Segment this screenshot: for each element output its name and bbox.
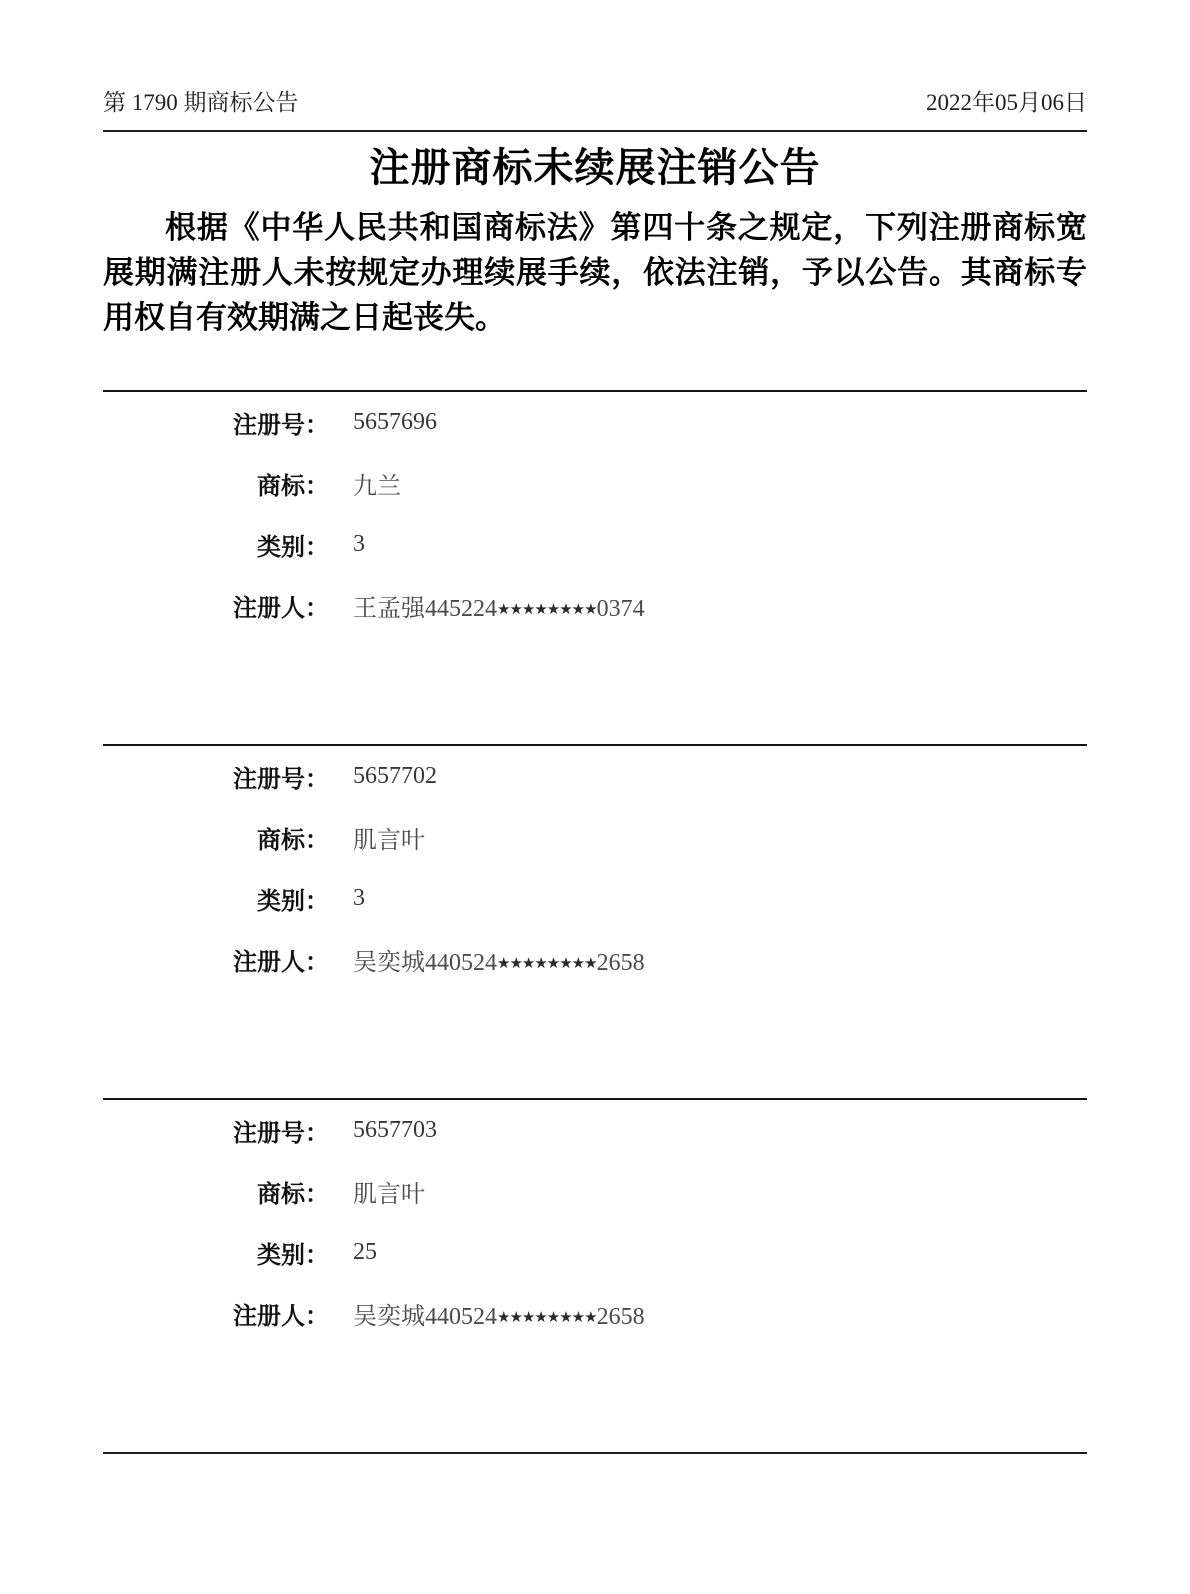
trademark-label: 商标： [257, 473, 329, 500]
reg-no-row [103, 392, 1087, 453]
registrant-suffix: 2658 [596, 1304, 645, 1330]
registrant-row [103, 575, 1087, 636]
reg-no-label: 注册号： [233, 1120, 329, 1147]
trademark-label: 商标： [257, 827, 329, 854]
trademark-value: 肌言叶 [353, 828, 425, 854]
registrant-row [103, 1283, 1087, 1344]
page-content [103, 0, 1087, 1454]
header-row [103, 90, 1087, 116]
trademark-record-1 [103, 390, 1087, 744]
category-label: 类别： [257, 888, 329, 915]
registrant-mask: ★★★★★★★★ [497, 1310, 597, 1326]
registrant-suffix: 0374 [596, 596, 645, 622]
category-value: 3 [353, 885, 365, 911]
trademark-label: 商标： [257, 1181, 329, 1208]
category-row [103, 514, 1087, 575]
registrant-label: 注册人： [233, 595, 329, 622]
registrant-prefix: 吴奕城440524 [353, 1304, 497, 1330]
intro-paragraph: 根据《中华人民共和国商标法》第四十条之规定，下列注册商标宽展期满注册人未按规定办理续展手续，依法注销，予以公告。其商标专用权自有效期满之日起丧失。 [103, 210, 1087, 335]
category-row [103, 868, 1087, 929]
bottom-divider [103, 1452, 1087, 1454]
registrant-label: 注册人： [233, 949, 329, 976]
registrant-mask: ★★★★★★★★ [497, 602, 597, 618]
reg-no-row [103, 746, 1087, 807]
record-list [103, 390, 1087, 1454]
trademark-value: 肌言叶 [353, 1182, 425, 1208]
registrant-value [353, 942, 645, 977]
registrant-suffix: 2658 [596, 950, 645, 976]
reg-no-value: 5657702 [353, 763, 437, 789]
trademark-row [103, 807, 1087, 868]
reg-no-row [103, 1100, 1087, 1161]
registrant-prefix: 王孟强445224 [353, 596, 497, 622]
registrant-label: 注册人： [233, 1303, 329, 1330]
trademark-value: 九兰 [353, 474, 401, 500]
category-row [103, 1222, 1087, 1283]
reg-no-value: 5657703 [353, 1117, 437, 1143]
page-title: 注册商标未续展注销公告 [369, 145, 821, 190]
reg-no-value: 5657696 [353, 409, 437, 435]
category-value: 3 [353, 531, 365, 557]
registrant-mask: ★★★★★★★★ [497, 956, 597, 972]
category-label: 类别： [257, 1242, 329, 1269]
registrant-value [353, 1296, 645, 1331]
category-label: 类别： [257, 534, 329, 561]
registrant-row [103, 929, 1087, 990]
trademark-record-3 [103, 1098, 1087, 1452]
trademark-row [103, 1161, 1087, 1222]
header-divider [103, 130, 1087, 132]
gazette-issue-label: 第 1790 期商标公告 [103, 90, 299, 115]
reg-no-label: 注册号： [233, 412, 329, 439]
document-header [103, 0, 1087, 132]
registrant-value [353, 588, 645, 623]
trademark-row [103, 453, 1087, 514]
trademark-record-2 [103, 744, 1087, 1098]
reg-no-label: 注册号： [233, 766, 329, 793]
category-value: 25 [353, 1239, 377, 1265]
registrant-prefix: 吴奕城440524 [353, 950, 497, 976]
gazette-date-label: 2022年05月06日 [926, 90, 1087, 115]
